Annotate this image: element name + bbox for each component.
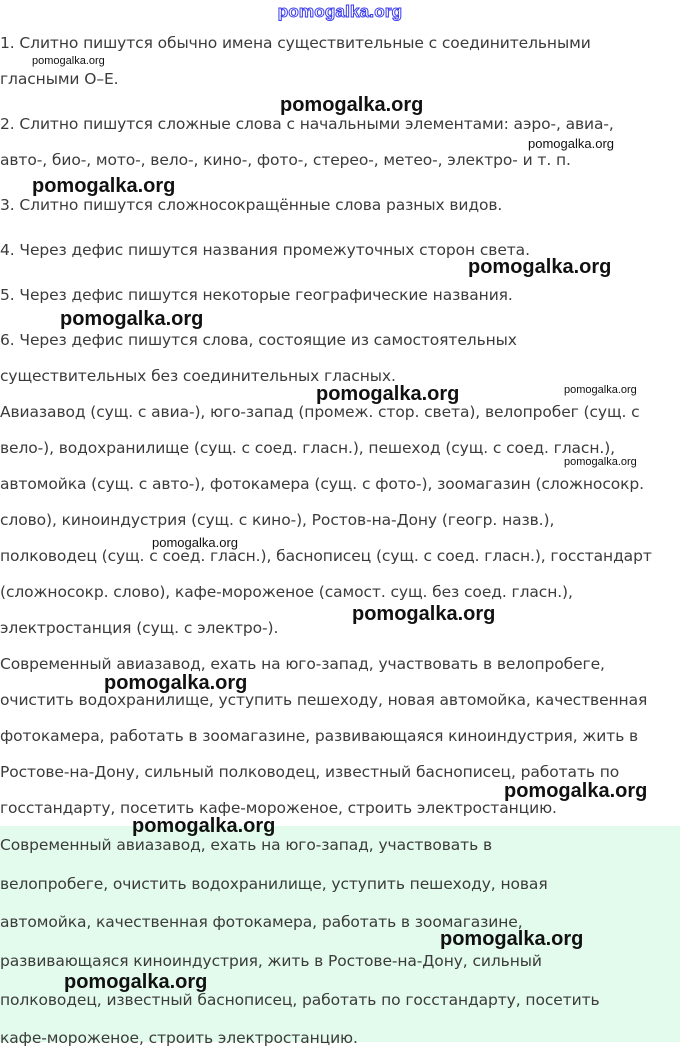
- rule-5: 5. Через дефис пишутся некоторые географические названия.: [0, 286, 513, 304]
- rule-6-line-2: существительных без соединительных гласных.: [0, 367, 396, 385]
- answer-line-5: полководец, известный баснописец, работать по госстандарту, посетить: [0, 991, 600, 1009]
- answer-line-6: кафе-мороженое, строить электростанцию.: [0, 1029, 358, 1047]
- answer-line-1: Современный авиазавод, ехать на юго-запад, участвовать в: [0, 836, 493, 854]
- watermark-header[interactable]: pomogalka.org: [277, 2, 403, 21]
- watermark: pomogalka.org: [64, 971, 208, 993]
- watermark: pomogalka.org: [528, 136, 614, 151]
- answer-line-3: автомойка, качественная фотокамера, работать в зоомагазине,: [0, 913, 523, 931]
- phrases-line-1: Современный авиазавод, ехать на юго-запад, участвовать в велопробеге,: [0, 655, 605, 673]
- watermark: pomogalka.org: [352, 603, 496, 625]
- answer-line-4: развивающаяся киноиндустрия, жить в Ростове-на-Дону, сильный: [0, 952, 542, 970]
- watermark: pomogalka.org: [32, 175, 176, 197]
- rule-1-line-2: гласными О–Е.: [0, 70, 119, 88]
- analysis-line-4: слово), киноиндустрия (сущ. с кино-), Ростов-на-Дону (геогр. назв.),: [0, 511, 555, 529]
- watermark: pomogalka.org: [440, 928, 584, 950]
- analysis-line-1: Авиазавод (сущ. с авиа-), юго-запад (промеж. стор. света), велопробег (сущ. с: [0, 403, 640, 421]
- analysis-line-3: автомойка (сущ. с авто-), фотокамера (сущ. с фото-), зоомагазин (сложносокр.: [0, 475, 644, 493]
- watermark: pomogalka.org: [32, 55, 105, 67]
- phrases-line-2: очистить водохранилище, уступить пешеходу, новая автомойка, качественная: [0, 691, 648, 709]
- rule-2-line-2: авто-, био-, мото-, вело-, кино-, фото-, стерео-, метео-, электро- и т. п.: [0, 151, 571, 169]
- rule-6-line-1: 6. Через дефис пишутся слова, состоящие из самостоятельных: [0, 331, 517, 349]
- rule-2-line-1: 2. Слитно пишутся сложные слова с начальными элементами: аэро-, авиа-,: [0, 115, 614, 133]
- watermark: pomogalka.org: [132, 815, 276, 837]
- phrases-line-3: фотокамера, работать в зоомагазине, развивающаяся киноиндустрия, жить в: [0, 727, 639, 745]
- watermark: pomogalka.org: [564, 456, 637, 468]
- watermark: pomogalka.org: [564, 384, 637, 396]
- watermark: pomogalka.org: [504, 780, 648, 802]
- analysis-line-6: (сложносокр. слово), кафе-мороженое (самост. сущ. без соед. гласн.),: [0, 583, 573, 601]
- watermark: pomogalka.org: [60, 308, 204, 330]
- watermark: pomogalka.org: [468, 256, 612, 278]
- rule-3: 3. Слитно пишутся сложносокращённые слова разных видов.: [0, 196, 503, 214]
- watermark: pomogalka.org: [104, 672, 248, 694]
- watermark: pomogalka.org: [152, 535, 238, 550]
- analysis-line-7: электростанция (сущ. с электро-).: [0, 619, 279, 637]
- watermark: pomogalka.org: [280, 94, 424, 116]
- phrases-line-5: госстандарту, посетить кафе-мороженое, строить электростанцию.: [0, 799, 557, 817]
- watermark: pomogalka.org: [316, 383, 460, 405]
- answer-line-2: велопробеге, очистить водохранилище, уступить пешеходу, новая: [0, 875, 548, 893]
- rule-1-line-1: 1. Слитно пишутся обычно имена существительные с соединительными: [0, 34, 591, 52]
- rule-4: 4. Через дефис пишутся названия промежуточных сторон света.: [0, 241, 530, 259]
- analysis-line-5: полководец (сущ. с соед. гласн.), баснописец (сущ. с соед. гласн.), госстандарт: [0, 547, 652, 565]
- analysis-line-2: вело-), водохранилище (сущ. с соед. гласн.), пешеход (сущ. с соед. гласн.),: [0, 439, 615, 457]
- phrases-line-4: Ростове-на-Дону, сильный полководец, известный баснописец, работать по: [0, 763, 620, 781]
